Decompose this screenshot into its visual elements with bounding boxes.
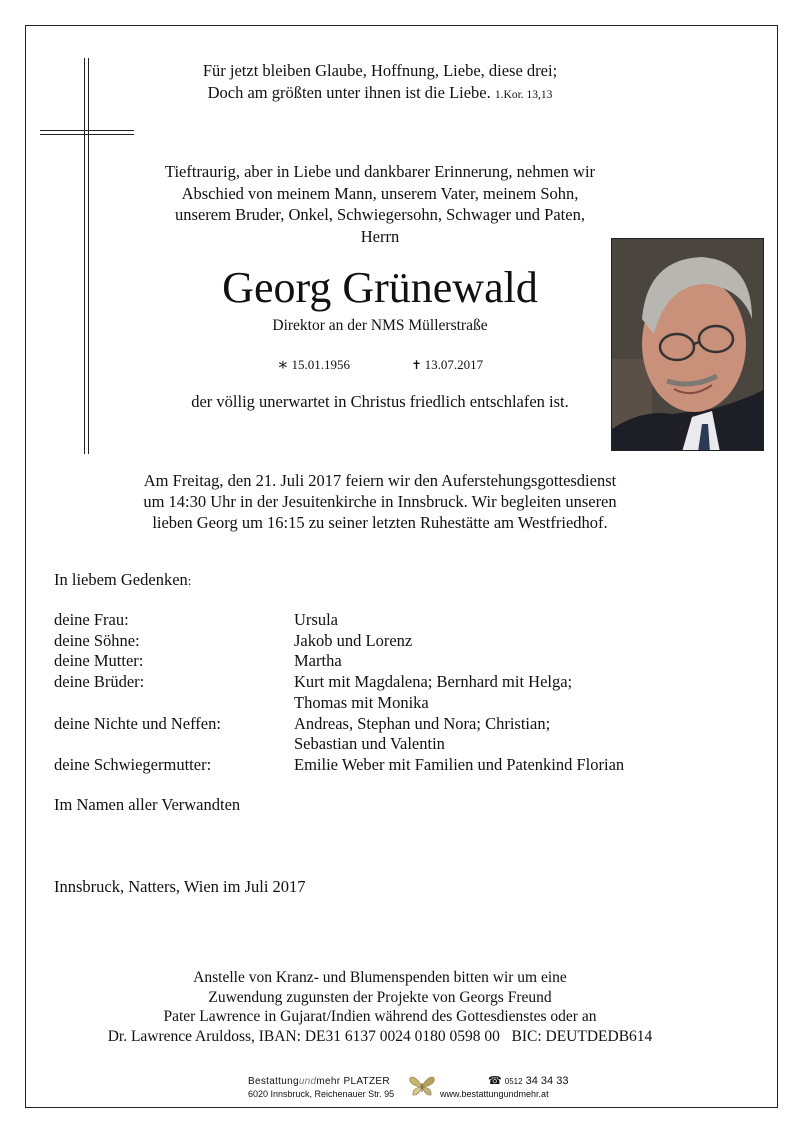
cross-icon-line: [88, 58, 89, 454]
memory-heading: In liebem Gedenken:: [54, 570, 192, 589]
bible-verse: [100, 60, 660, 106]
intro-line: unserem Bruder, Onkel, Schwiegersohn, Schwager und Paten,: [175, 205, 585, 224]
cross-icon: [84, 58, 85, 454]
death-date: 13.07.2017: [424, 357, 484, 372]
phone-number: ☎ 0512 34 34 33: [488, 1075, 569, 1087]
website-link[interactable]: www.bestattungundmehr.at: [440, 1089, 549, 1099]
relation-label: deine Nichte und Neffen:: [54, 713, 221, 733]
intro-line: Tieftraurig, aber in Liebe und dankbarer Erinnerung, nehmen wir: [164, 162, 596, 181]
family-row: [54, 631, 714, 652]
phone-icon: ☎: [488, 1075, 502, 1087]
service-line: um 14:30 Uhr in der Jesuitenkirche in Innsbruck. Wir begleiten unseren: [143, 492, 617, 511]
funeral-home-info: [248, 1075, 394, 1101]
birth: [277, 356, 350, 374]
donation-request: [60, 968, 700, 1046]
deceased-role: Direktor an der NMS Müllerstraße: [272, 317, 488, 334]
cross-icon-bar: [40, 130, 134, 131]
relation-label: deine Mutter:: [54, 651, 144, 671]
death-cross-icon: ✝: [411, 358, 422, 372]
relation-label: deine Brüder:: [54, 672, 145, 692]
family-row: [54, 755, 714, 776]
service-line: lieben Georg um 16:15 zu seiner letzten Ruhestätte am Westfriedhof.: [152, 513, 608, 532]
donation-line: Anstelle von Kranz- und Blumenspenden bitten wir um eine: [193, 969, 567, 986]
relation-label: deine Schwiegermutter:: [54, 754, 212, 774]
intro-line: Herrn: [360, 226, 400, 246]
death: [412, 356, 484, 374]
verse-reference: 1.Kor. 13,13: [494, 89, 553, 101]
relative-names: Jakob und Lorenz: [294, 630, 413, 650]
deceased-name: Georg Grünewald: [222, 263, 538, 312]
butterfly-logo-icon: [408, 1074, 436, 1098]
portrait-illustration: [612, 239, 764, 451]
funeral-home-brand: Bestattungundmehr PLATZER: [248, 1076, 390, 1087]
family-row: [54, 651, 714, 672]
announcement-intro: [130, 161, 630, 247]
funeral-home-address: 6020 Innsbruck, Reichenauer Str. 95: [248, 1089, 395, 1099]
funeral-home-contact: [440, 1075, 568, 1101]
family-list: [54, 610, 714, 776]
relation-label: deine Frau:: [54, 610, 129, 629]
birth-date: 15.01.1956: [291, 357, 350, 372]
birth-star-icon: ∗: [276, 355, 289, 374]
relative-names: Ursula: [294, 610, 338, 629]
passing-text: der völlig unerwartet in Christus friedlich entschlafen ist.: [191, 392, 569, 411]
funeral-service-info: [90, 470, 670, 533]
relative-names: Andreas, Stephan und Nora; Christian; Sebastian und Valentin: [294, 713, 551, 754]
family-row: [54, 610, 714, 631]
relative-names: Martha: [294, 651, 342, 671]
family-row: [54, 714, 714, 755]
donation-line: Pater Lawrence in Gujarat/Indien während des Gottesdienstes oder an: [163, 1008, 597, 1025]
relation-label: deine Söhne:: [54, 630, 140, 650]
cross-icon-bar: [40, 134, 134, 135]
service-line: Am Freitag, den 21. Juli 2017 feiern wir den Auferstehungsgottesdienst: [143, 471, 617, 490]
verse-line: Für jetzt bleiben Glaube, Hoffnung, Liebe, diese drei;: [202, 61, 558, 80]
life-dates: [130, 356, 630, 374]
portrait-photo: [611, 238, 764, 451]
verse-line: Doch am größten unter ihnen ist die Liebe. 1.Kor. 13,13: [207, 83, 553, 102]
donation-line: Zuwendung zugunsten der Projekte von Georgs Freund: [208, 988, 552, 1006]
relative-names: Kurt mit Magdalena; Bernhard mit Helga; Thomas mit Monika: [294, 672, 573, 712]
donation-line: Dr. Lawrence Aruldoss, IBAN: DE31 6137 0024 0180 0598 00 BIC: DEUTDEDB614: [107, 1027, 653, 1045]
on-behalf-text: Im Namen aller Verwandten: [54, 795, 241, 814]
relative-names: Emilie Weber mit Familien und Patenkind Florian: [294, 754, 625, 774]
place-and-date: Innsbruck, Natters, Wien im Juli 2017: [54, 877, 306, 896]
family-row: [54, 672, 714, 713]
intro-line: Abschied von meinem Mann, unserem Vater, meinem Sohn,: [181, 183, 579, 203]
